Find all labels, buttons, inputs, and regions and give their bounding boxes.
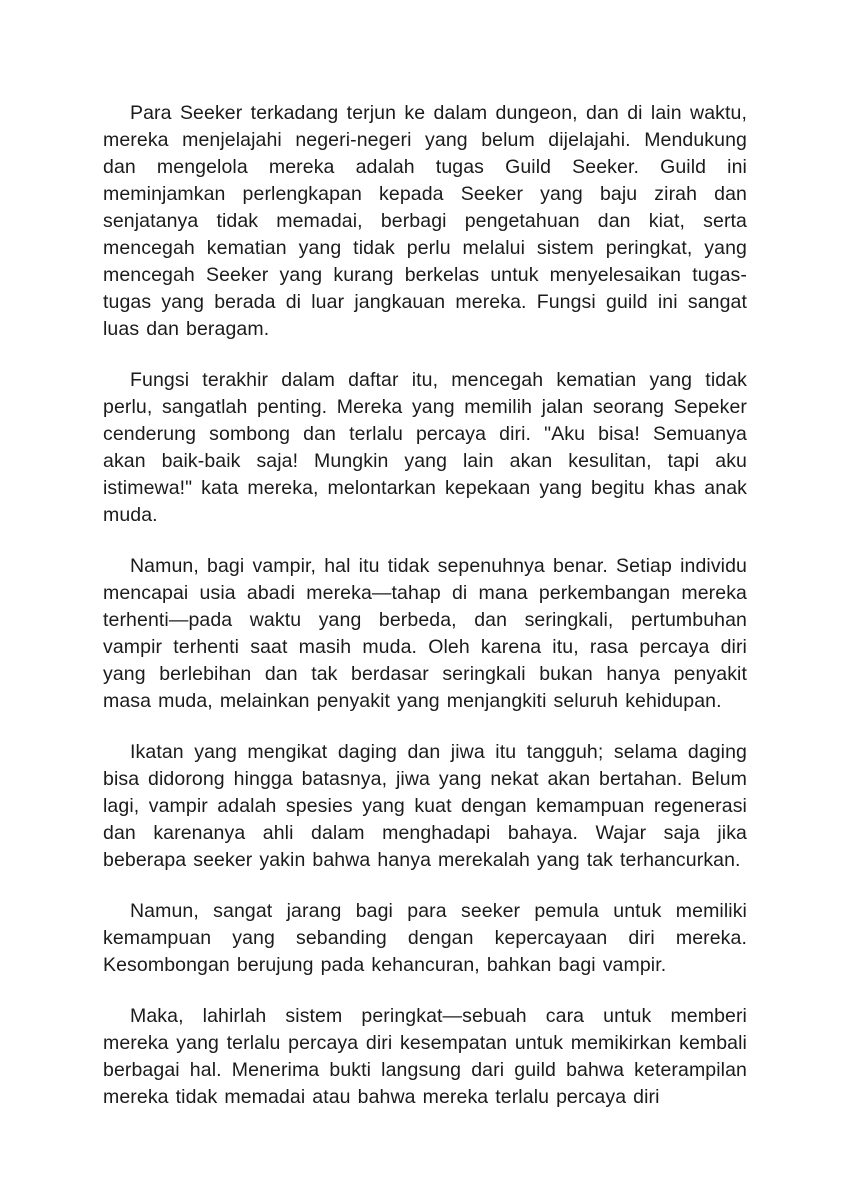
paragraph-4: Ikatan yang mengikat daging dan jiwa itu tangguh; selama daging bisa didorong hingga batasnya, jiwa yang nekat akan bertahan. Belum lagi, vampir adalah spesies yang kuat dengan kemampuan regenerasi dan karenanya ahli dalam menghadapi bahaya. Wajar saja jika beberapa seeker yakin bahwa hanya merekalah yang tak terhancurkan. [103,741,747,871]
paragraph-5: Namun, sangat jarang bagi para seeker pemula untuk memiliki kemampuan yang sebanding dengan kepercayaan diri mereka. Kesombongan berujung pada kehancuran, bahkan bagi vampir. [103,900,747,976]
paragraph-6: Maka, lahirlah sistem peringkat—sebuah cara untuk memberi mereka yang terlalu percaya diri kesempatan untuk memikirkan kembali berbagai hal. Menerima bukti langsung dari guild bahwa keterampilan mereka tidak memadai atau bahwa mereka terlalu percaya diri [103,1005,747,1108]
paragraph-2: Fungsi terakhir dalam daftar itu, mencegah kematian yang tidak perlu, sangatlah penting. Mereka yang memilih jalan seorang Sepeker cenderung sombong dan terlalu percaya diri. "Aku bisa! Semuanya akan baik-baik saja! Mungkin yang lain akan kesulitan, tapi aku istimewa!" kata mereka, melontarkan kepekaan yang begitu khas anak muda. [103,369,747,526]
paragraph-1: Para Seeker terkadang terjun ke dalam dungeon, dan di lain waktu, mereka menjelajahi negeri-negeri yang belum dijelajahi. Mendukung dan mengelola mereka adalah tugas Guild Seeker. Guild ini meminjamkan perlengkapan kepada Seeker yang baju zirah dan senjatanya tidak memadai, berbagi pengetahuan dan kiat, serta mencegah kematian yang tidak perlu melalui sistem peringkat, yang mencegah Seeker yang kurang berkelas untuk menyelesaikan tugas-tugas yang berada di luar jangkauan mereka. Fungsi guild ini sangat luas dan beragam. [103,102,747,340]
paragraph-3: Namun, bagi vampir, hal itu tidak sepenuhnya benar. Setiap individu mencapai usia abadi mereka—tahap di mana perkembangan mereka terhenti—pada waktu yang berbeda, dan seringkali, pertumbuhan vampir terhenti saat masih muda. Oleh karena itu, rasa percaya diri yang berlebihan dan tak berdasar seringkali bukan hanya penyakit masa muda, melainkan penyakit yang menjangkiti seluruh kehidupan. [103,555,747,712]
